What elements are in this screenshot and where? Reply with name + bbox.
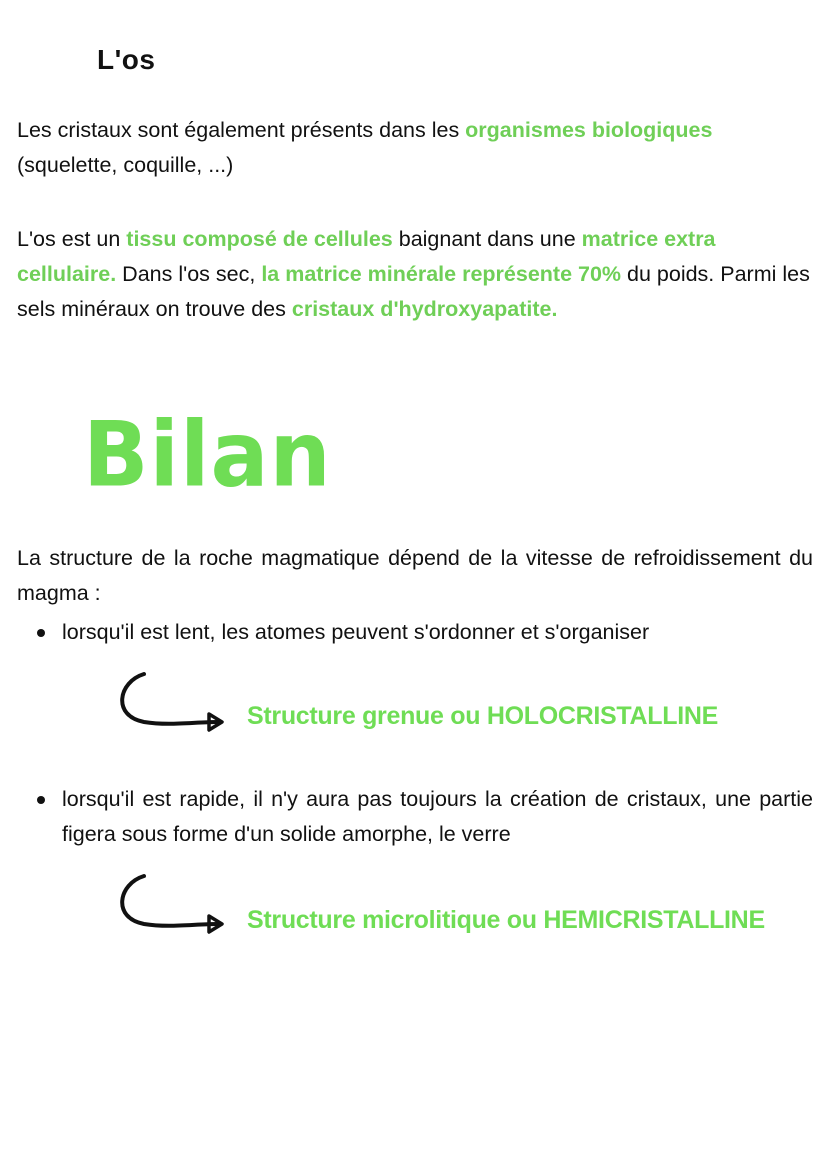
list-item [37,615,813,650]
paragraph-text: L'os est un [17,227,127,251]
paragraph-text: Les cristaux sont également présents dans les [17,118,466,142]
highlight-tissue: tissu composé de cellules [126,227,393,251]
curved-arrow-icon [114,870,234,940]
paragraph-text: du poids. Parmi les sels minéraux on trouve des [17,262,810,321]
highlight-organisms: organismes biologiques [465,118,713,142]
section-title: L'os [97,44,156,75]
paragraph-bone [17,222,813,327]
bilan-title: Bilan [83,402,332,508]
paragraph-crystals-organisms [17,113,813,183]
result-hemicristalline: Structure microlitique ou HEMICRISTALLINE [247,906,765,934]
highlight-hydroxyapatite: cristaux d'hydroxyapatite. [291,297,558,321]
highlight-matrix: matrice extra cellulaire. [17,227,716,286]
list-item-text: lorsqu'il est lent, les atomes peuvent s'ordonner et s'organiser [62,620,650,644]
bullet-dot-icon [37,796,45,804]
curved-arrow-icon [114,668,234,738]
list-item-text: lorsqu'il est rapide, il n'y aura pas toujours la création de cristaux, une partie figera sous forme d'un solide amorphe, le verre [62,787,813,846]
paragraph-text: (squelette, coquille, ...) [17,153,234,177]
paragraph-text: Dans l'os sec, [116,262,262,286]
highlight-mineral: la matrice minérale représente 70% [261,262,622,286]
bullet-dot-icon [37,629,45,637]
list-item [37,782,813,852]
result-holocristalline: Structure grenue ou HOLOCRISTALLINE [247,702,718,730]
paragraph-text: baignant dans une [392,227,582,251]
bilan-intro: La structure de la roche magmatique dépend de la vitesse de refroidissement du magma : [17,546,813,605]
